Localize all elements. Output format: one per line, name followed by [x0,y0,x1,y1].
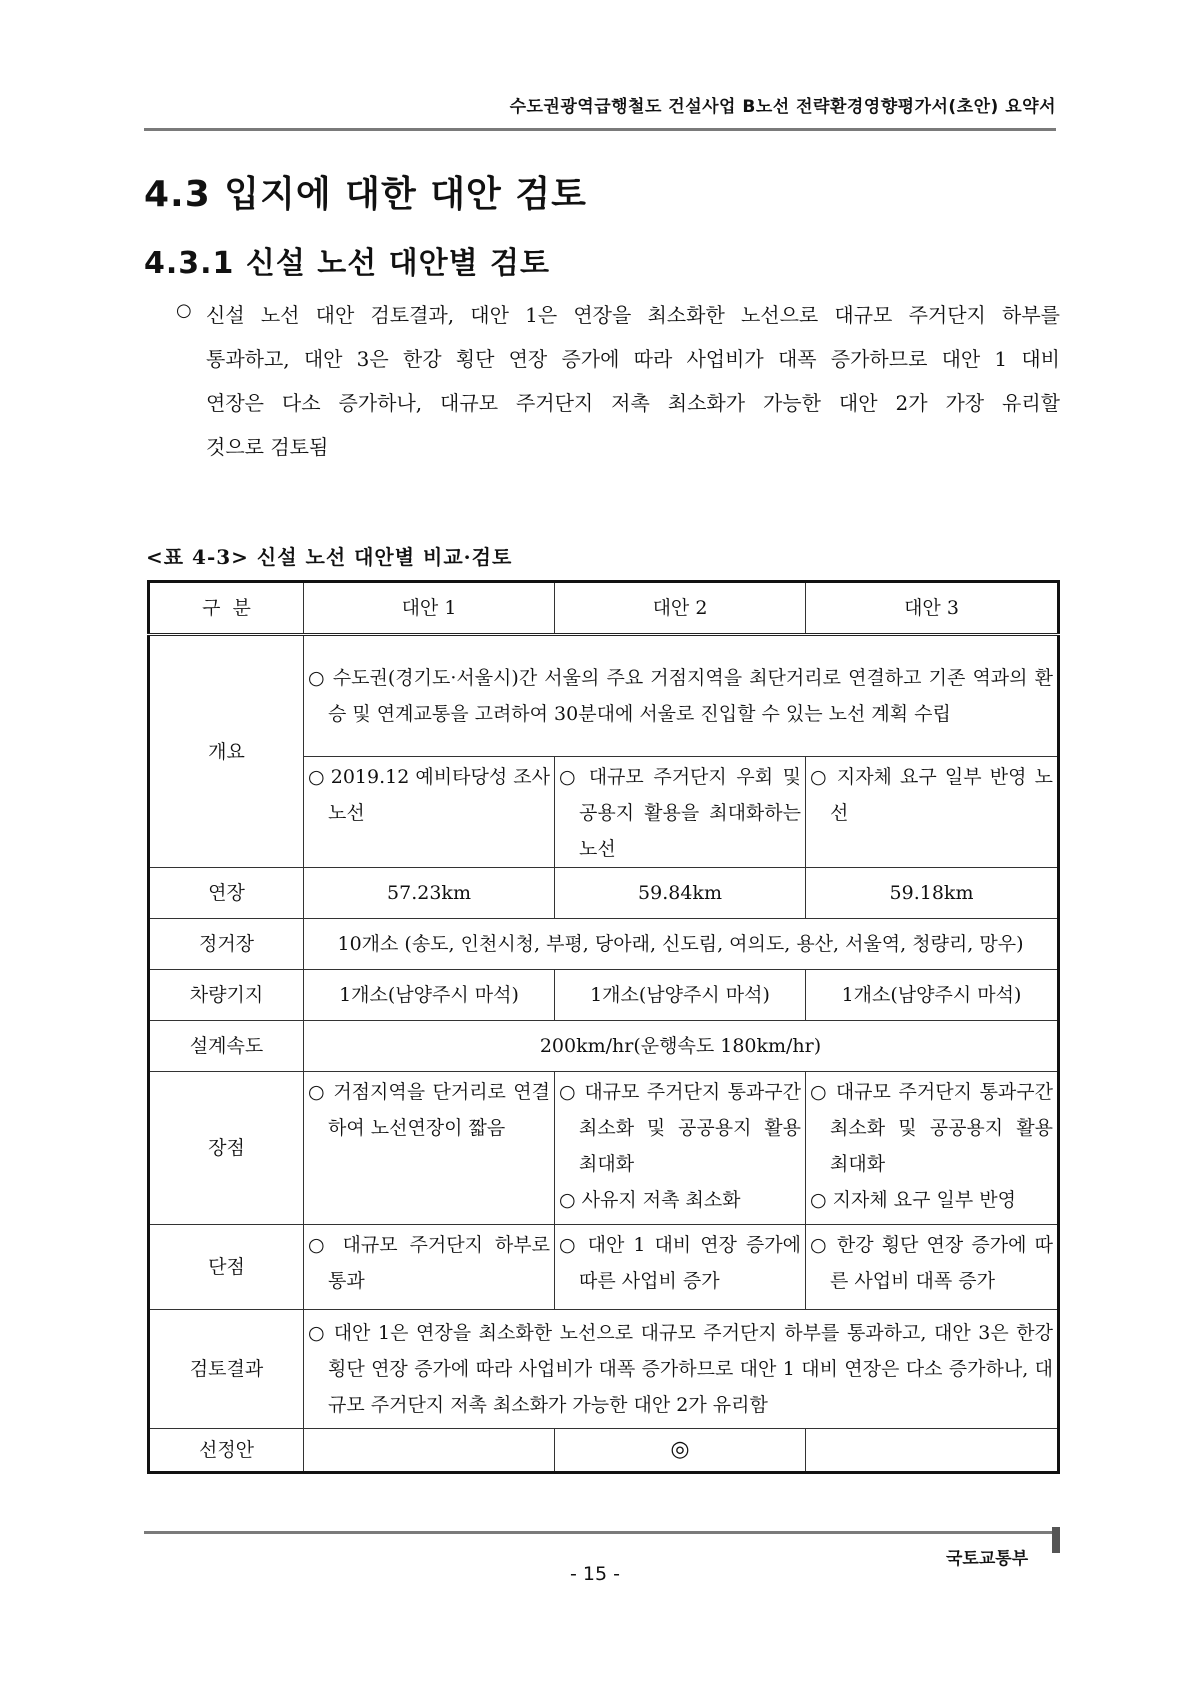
row-label-result: 검토결과 [149,1310,304,1429]
row-label-length: 연장 [149,868,304,919]
paragraph-line: 연장은 다소 증가하나, 대규모 주거단지 저촉 최소화가 가능한 대안 2가 가장 유리할 [206,391,1060,415]
cons-alt3: ○ 한강 횡단 연장 증가에 따른 사업비 대폭 증가 [810,1234,1053,1292]
row-label-overview: 개요 [149,635,304,868]
pros-alt3-item: ○ 대규모 주거단지 통과구간 최소화 및 공공용지 활용 최대화 [810,1081,1053,1175]
selected-alt1 [304,1429,555,1473]
page-number: - 15 - [570,1563,620,1585]
pros-alt2-item: ○ 사유지 저촉 최소화 [559,1189,741,1211]
table-row [149,635,1059,757]
row-label-pros: 장점 [149,1072,304,1225]
overview-alt1: ○ 2019.12 예비타당성 조사 노선 [308,766,550,824]
section-heading: 4.3 입지에 대한 대안 검토 [144,174,587,215]
header-category: 구 분 [149,582,304,635]
header-alt3: 대안 3 [806,582,1059,635]
pros-alt3-item: ○ 지자체 요구 일부 반영 [810,1189,1016,1211]
cons-alt1: ○ 대규모 주거단지 하부로 통과 [308,1234,550,1292]
table-row [149,1225,1059,1310]
table-row [149,970,1059,1021]
paragraph-line: 것으로 검토됨 [206,435,329,459]
overview-common: ○ 수도권(경기도·서울시)간 서울의 주요 거점지역을 최단거리로 연결하고 기존 역과의 환승 및 연계교통을 고려하여 30분대에 서울로 진입할 수 있는 노선 계획 수립 [308,667,1053,725]
table-row [149,1072,1059,1225]
row-label-stations: 정거장 [149,919,304,970]
table-row [149,1429,1059,1473]
header-alt1: 대안 1 [304,582,555,635]
length-alt1: 57.23km [304,868,555,919]
length-alt2: 59.84km [555,868,806,919]
depot-alt2: 1개소(남양주시 마석) [555,970,806,1021]
pros-alt1-item: ○ 거점지역을 단거리로 연결하여 노선연장이 짧음 [308,1081,550,1139]
depot-alt1: 1개소(남양주시 마석) [304,970,555,1021]
table-row [149,868,1059,919]
result-value: ○ 대안 1은 연장을 최소화한 노선으로 대규모 주거단지 하부를 통과하고, 대안 3은 한강 횡단 연장 증가에 따라 사업비가 대폭 증가하므로 대안 1 대비 연장은 다소 증가하나, 대규모 주거단지 저촉 최소화가 가능한 대안 2가 유리함 [308,1322,1054,1416]
header-alt2: 대안 2 [555,582,806,635]
subsection-heading: 4.3.1 신설 노선 대안별 검토 [144,246,551,281]
speed-value: 200km/hr(운행속도 180km/hr) [304,1021,1059,1072]
table-row [149,1021,1059,1072]
overview-alt2: ○ 대규모 주거단지 우회 및 공용지 활용을 최대화하는 노선 [559,766,801,860]
row-label-selected: 선정안 [149,1429,304,1473]
running-header: 수도권광역급행철도 건설사업 B노선 전략환경영향평가서(초안) 요약서 [509,97,1056,117]
ministry-name: 국토교통부 [946,1549,1029,1569]
paragraph-line: 통과하고, 대안 3은 한강 횡단 연장 증가에 따라 사업비가 대폭 증가하므로 대안 1 대비 [206,347,1060,371]
table-row [149,919,1059,970]
selected-alt3 [806,1429,1059,1473]
depot-alt3: 1개소(남양주시 마석) [806,970,1059,1021]
row-label-cons: 단점 [149,1225,304,1310]
selected-mark-alt2: ◎ [555,1429,806,1473]
stations-value: 10개소 (송도, 인천시청, 부평, 당아래, 신도림, 여의도, 용산, 서울역, 청량리, 망우) [304,919,1059,970]
pros-alt2-item: ○ 대규모 주거단지 통과구간 최소화 및 공공용지 활용 최대화 [559,1081,801,1175]
footer-rule [144,1531,1056,1534]
table-header-row [149,582,1059,635]
paragraph-bullet: ○ [176,300,192,321]
paragraph-line: 신설 노선 대안 검토결과, 대안 1은 연장을 최소화한 노선으로 대규모 주거단지 하부를 [206,303,1060,327]
comparison-table [147,580,1060,1474]
header-rule [144,128,1056,131]
row-label-speed: 설계속도 [149,1021,304,1072]
table-caption: <표 4-3> 신설 노선 대안별 비교·검토 [146,545,513,569]
row-label-depot: 차량기지 [149,970,304,1021]
length-alt3: 59.18km [806,868,1059,919]
table-row [149,1310,1059,1429]
footer-tab-mark [1052,1527,1060,1553]
cons-alt2: ○ 대안 1 대비 연장 증가에 따른 사업비 증가 [559,1234,801,1292]
overview-alt3: ○ 지자체 요구 일부 반영 노선 [810,766,1053,824]
